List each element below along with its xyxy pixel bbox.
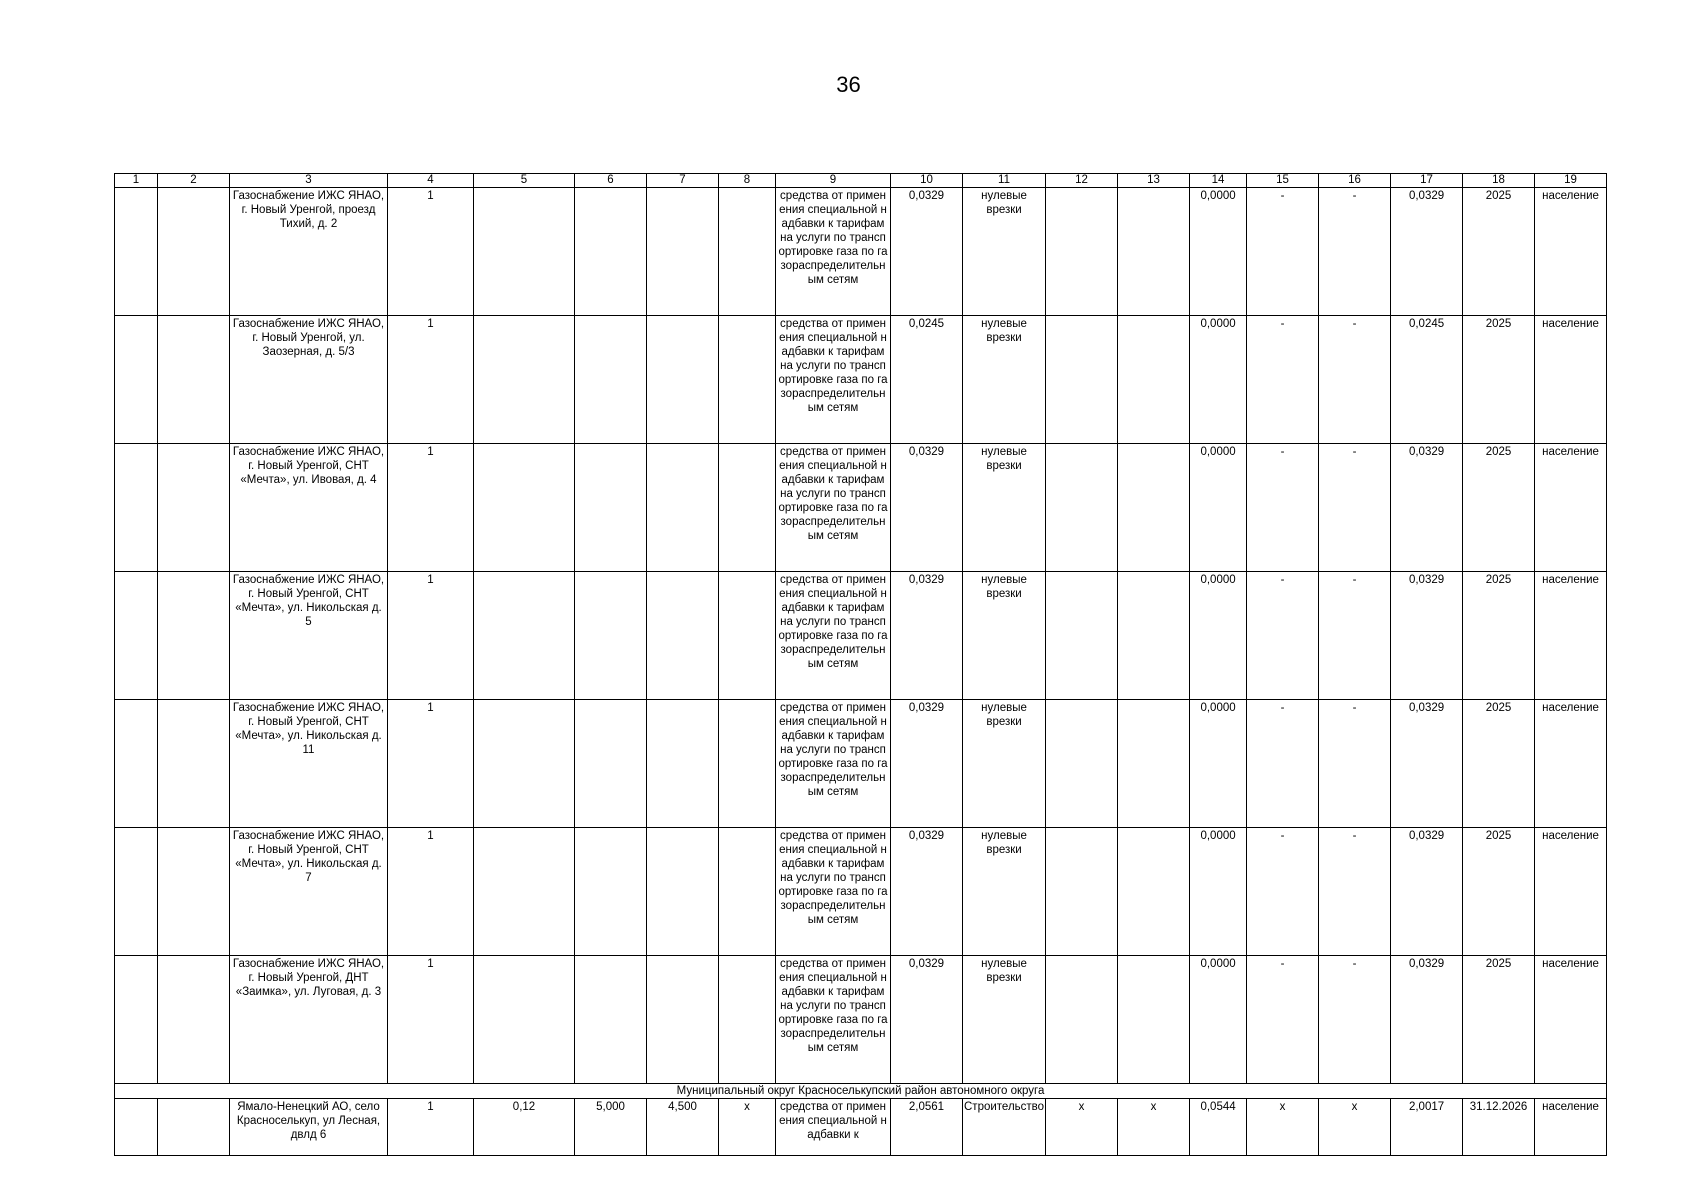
table-cell-c4: 1 xyxy=(388,444,474,572)
table-cell-c2 xyxy=(158,444,230,572)
table-cell-c14: 0,0000 xyxy=(1190,316,1247,444)
table-cell-c10: 0,0329 xyxy=(891,188,963,316)
table-cell-c15: - xyxy=(1247,700,1319,828)
table-cell-c13: х xyxy=(1118,1099,1190,1156)
header-cell: 1 xyxy=(115,174,158,188)
table-cell-c12: х xyxy=(1046,1099,1118,1156)
table-cell-c19: население xyxy=(1535,572,1607,700)
header-cell: 18 xyxy=(1463,174,1535,188)
table-cell-c17: 0,0329 xyxy=(1391,572,1463,700)
header-cell: 6 xyxy=(575,174,647,188)
table-cell-c15: - xyxy=(1247,316,1319,444)
table-cell-c10: 0,0329 xyxy=(891,572,963,700)
table-cell-c7 xyxy=(647,956,719,1084)
table-cell-c19: население xyxy=(1535,1099,1607,1156)
table-cell-c18: 2025 xyxy=(1463,444,1535,572)
table-cell-c1 xyxy=(115,956,158,1084)
table-cell-c17: 0,0245 xyxy=(1391,316,1463,444)
table-row xyxy=(115,700,1607,828)
table-cell-c2 xyxy=(158,1099,230,1156)
table-cell-c14: 0,0000 xyxy=(1190,572,1247,700)
table-cell-c3: Газоснабжение ИЖС ЯНАО, г. Новый Уренгой, ул. Заозерная, д. 5/3 xyxy=(230,316,388,444)
table-cell-c10: 0,0329 xyxy=(891,828,963,956)
header-cell: 11 xyxy=(963,174,1046,188)
table-cell-c5 xyxy=(474,316,575,444)
table-cell-c13 xyxy=(1118,572,1190,700)
table-cell-c8 xyxy=(719,444,776,572)
table-cell-c12 xyxy=(1046,956,1118,1084)
data-table xyxy=(114,173,1607,1156)
table-cell-c3: Ямало-Ненецкий АО, село Красноселькуп, ул Лесная, двлд 6 xyxy=(230,1099,388,1156)
table-cell-c8 xyxy=(719,956,776,1084)
table-cell-c14: 0,0000 xyxy=(1190,188,1247,316)
table-row xyxy=(115,572,1607,700)
table-cell-c8 xyxy=(719,188,776,316)
table-cell-c15: - xyxy=(1247,444,1319,572)
table-cell-c18: 2025 xyxy=(1463,828,1535,956)
table-cell-c16: - xyxy=(1319,188,1391,316)
table-cell-c11: нулевые врезки xyxy=(963,444,1046,572)
table-cell-c10: 0,0329 xyxy=(891,444,963,572)
table-cell-c5 xyxy=(474,828,575,956)
header-cell: 7 xyxy=(647,174,719,188)
table-cell-c2 xyxy=(158,572,230,700)
table-cell-c3: Газоснабжение ИЖС ЯНАО, г. Новый Уренгой, СНТ «Мечта», ул. Никольская д. 5 xyxy=(230,572,388,700)
table-cell-c13 xyxy=(1118,956,1190,1084)
table-row xyxy=(115,316,1607,444)
table-cell-c11: нулевые врезки xyxy=(963,188,1046,316)
table-cell-c11: нулевые врезки xyxy=(963,700,1046,828)
header-cell: 5 xyxy=(474,174,575,188)
table-cell-c13 xyxy=(1118,700,1190,828)
table-row xyxy=(115,828,1607,956)
table-cell-c16: - xyxy=(1319,572,1391,700)
table-cell-c15: - xyxy=(1247,956,1319,1084)
table-cell-c1 xyxy=(115,828,158,956)
table-cell-c15: х xyxy=(1247,1099,1319,1156)
table-cell-c7 xyxy=(647,572,719,700)
table-cell-c7 xyxy=(647,188,719,316)
header-cell: 3 xyxy=(230,174,388,188)
table-cell-c14: 0,0000 xyxy=(1190,700,1247,828)
table-cell-c9: средства от применения специальной надбавки к тарифам на услуги по транспортировке газа по газораспределительным сетям xyxy=(776,316,891,444)
table-cell-c9: средства от применения специальной надбавки к тарифам на услуги по транспортировке газа по газораспределительным сетям xyxy=(776,828,891,956)
table-cell-c3: Газоснабжение ИЖС ЯНАО, г. Новый Уренгой, ДНТ «Заимка», ул. Луговая, д. 3 xyxy=(230,956,388,1084)
table-cell-c16: - xyxy=(1319,316,1391,444)
table-cell-c10: 2,0561 xyxy=(891,1099,963,1156)
table-cell-c19: население xyxy=(1535,188,1607,316)
table-cell-c8 xyxy=(719,572,776,700)
header-cell: 10 xyxy=(891,174,963,188)
table-cell-c18: 2025 xyxy=(1463,188,1535,316)
header-cell: 13 xyxy=(1118,174,1190,188)
table-cell-c10: 0,0245 xyxy=(891,316,963,444)
table-cell-c12 xyxy=(1046,572,1118,700)
table-cell-c4: 1 xyxy=(388,572,474,700)
table-cell-c17: 0,0329 xyxy=(1391,188,1463,316)
table-cell-c3: Газоснабжение ИЖС ЯНАО, г. Новый Уренгой, проезд Тихий, д. 2 xyxy=(230,188,388,316)
table-cell-c7: 4,500 xyxy=(647,1099,719,1156)
table-cell-c5: 0,12 xyxy=(474,1099,575,1156)
table-cell-c2 xyxy=(158,188,230,316)
table-cell-c18: 2025 xyxy=(1463,700,1535,828)
table-cell-c12 xyxy=(1046,316,1118,444)
table-cell-c1 xyxy=(115,188,158,316)
table-cell-c11: нулевые врезки xyxy=(963,316,1046,444)
table-cell-c19: население xyxy=(1535,444,1607,572)
table-cell-c14: 0,0544 xyxy=(1190,1099,1247,1156)
header-cell: 9 xyxy=(776,174,891,188)
header-cell: 2 xyxy=(158,174,230,188)
table-cell-c17: 0,0329 xyxy=(1391,956,1463,1084)
table-row xyxy=(115,188,1607,316)
table-cell-c2 xyxy=(158,956,230,1084)
table-cell-c2 xyxy=(158,700,230,828)
table-cell-c14: 0,0000 xyxy=(1190,828,1247,956)
table-cell-c13 xyxy=(1118,444,1190,572)
header-cell: 12 xyxy=(1046,174,1118,188)
table-cell-c4: 1 xyxy=(388,700,474,828)
table-cell-c5 xyxy=(474,572,575,700)
table-cell-c5 xyxy=(474,956,575,1084)
table-cell-c3: Газоснабжение ИЖС ЯНАО, г. Новый Уренгой, СНТ «Мечта», ул. Никольская д. 7 xyxy=(230,828,388,956)
table-cell-c16: - xyxy=(1319,700,1391,828)
table-cell-c16: - xyxy=(1319,444,1391,572)
table-cell-c6 xyxy=(575,316,647,444)
table-cell-c19: население xyxy=(1535,828,1607,956)
header-cell: 19 xyxy=(1535,174,1607,188)
table-cell-c17: 2,0017 xyxy=(1391,1099,1463,1156)
table-cell-c10: 0,0329 xyxy=(891,956,963,1084)
header-cell: 4 xyxy=(388,174,474,188)
table-cell-c18: 2025 xyxy=(1463,572,1535,700)
table-cell-c9: средства от применения специальной надбавки к xyxy=(776,1099,891,1156)
table-cell-c17: 0,0329 xyxy=(1391,700,1463,828)
header-cell: 15 xyxy=(1247,174,1319,188)
table-cell-c6 xyxy=(575,188,647,316)
table-cell-c4: 1 xyxy=(388,1099,474,1156)
table-cell-c2 xyxy=(158,316,230,444)
table-cell-c1 xyxy=(115,316,158,444)
table-cell-c16: - xyxy=(1319,956,1391,1084)
table-cell-c5 xyxy=(474,700,575,828)
table-cell-c12 xyxy=(1046,700,1118,828)
table-cell-c7 xyxy=(647,316,719,444)
table-cell-c15: - xyxy=(1247,828,1319,956)
table-cell-c17: 0,0329 xyxy=(1391,444,1463,572)
table-cell-c10: 0,0329 xyxy=(891,700,963,828)
table-cell-c19: население xyxy=(1535,316,1607,444)
table-cell-c8 xyxy=(719,316,776,444)
table-cell-c1 xyxy=(115,572,158,700)
table-cell-c2 xyxy=(158,828,230,956)
page-number: 36 xyxy=(836,72,861,97)
table-cell-c16: х xyxy=(1319,1099,1391,1156)
table-cell-c9: средства от применения специальной надбавки к тарифам на услуги по транспортировке газа по газораспределительным сетям xyxy=(776,188,891,316)
table-cell-c8 xyxy=(719,828,776,956)
table-cell-c18: 2025 xyxy=(1463,316,1535,444)
table-row xyxy=(115,444,1607,572)
table-cell-c7 xyxy=(647,828,719,956)
table-cell-c11: нулевые врезки xyxy=(963,828,1046,956)
table-cell-c14: 0,0000 xyxy=(1190,444,1247,572)
table-cell-c6 xyxy=(575,956,647,1084)
table-cell-c5 xyxy=(474,444,575,572)
table-cell-c7 xyxy=(647,700,719,828)
header-cell: 14 xyxy=(1190,174,1247,188)
table-cell-c7 xyxy=(647,444,719,572)
table-cell-c11: Строительство xyxy=(963,1099,1046,1156)
table-cell-c13 xyxy=(1118,188,1190,316)
table-cell-c16: - xyxy=(1319,828,1391,956)
table-cell-c13 xyxy=(1118,828,1190,956)
header-cell: 17 xyxy=(1391,174,1463,188)
table-cell-c15: - xyxy=(1247,572,1319,700)
header-cell: 8 xyxy=(719,174,776,188)
table-cell-c3: Газоснабжение ИЖС ЯНАО, г. Новый Уренгой, СНТ «Мечта», ул. Ивовая, д. 4 xyxy=(230,444,388,572)
table-cell-c9: средства от применения специальной надбавки к тарифам на услуги по транспортировке газа по газораспределительным сетям xyxy=(776,572,891,700)
table-cell-c19: население xyxy=(1535,956,1607,1084)
table-cell-c18: 31.12.2026 xyxy=(1463,1099,1535,1156)
table-cell-c12 xyxy=(1046,188,1118,316)
table-cell-c3: Газоснабжение ИЖС ЯНАО, г. Новый Уренгой, СНТ «Мечта», ул. Никольская д. 11 xyxy=(230,700,388,828)
section-title: Муниципальный округ Красноселькупский район автономного округа xyxy=(115,1084,1607,1099)
table-cell-c5 xyxy=(474,188,575,316)
table-cell-c6 xyxy=(575,700,647,828)
table-cell-c4: 1 xyxy=(388,828,474,956)
header-cell: 16 xyxy=(1319,174,1391,188)
table-cell-c13 xyxy=(1118,316,1190,444)
table-cell-c18: 2025 xyxy=(1463,956,1535,1084)
table-row xyxy=(115,1099,1607,1156)
table-cell-c8 xyxy=(719,700,776,828)
table-cell-c9: средства от применения специальной надбавки к тарифам на услуги по транспортировке газа по газораспределительным сетям xyxy=(776,700,891,828)
table-cell-c1 xyxy=(115,444,158,572)
table-cell-c19: население xyxy=(1535,700,1607,828)
table-cell-c6 xyxy=(575,572,647,700)
table-cell-c4: 1 xyxy=(388,956,474,1084)
table-cell-c17: 0,0329 xyxy=(1391,828,1463,956)
table-cell-c1 xyxy=(115,1099,158,1156)
table-cell-c11: нулевые врезки xyxy=(963,572,1046,700)
table-cell-c4: 1 xyxy=(388,316,474,444)
table-cell-c9: средства от применения специальной надбавки к тарифам на услуги по транспортировке газа по газораспределительным сетям xyxy=(776,444,891,572)
table-cell-c6 xyxy=(575,828,647,956)
section-row xyxy=(115,1084,1607,1099)
table-cell-c14: 0,0000 xyxy=(1190,956,1247,1084)
table-cell-c4: 1 xyxy=(388,188,474,316)
table-cell-c15: - xyxy=(1247,188,1319,316)
table-cell-c9: средства от применения специальной надбавки к тарифам на услуги по транспортировке газа по газораспределительным сетям xyxy=(776,956,891,1084)
table-cell-c1 xyxy=(115,700,158,828)
table-cell-c6 xyxy=(575,444,647,572)
table-cell-c12 xyxy=(1046,828,1118,956)
table-cell-c12 xyxy=(1046,444,1118,572)
table-cell-c6: 5,000 xyxy=(575,1099,647,1156)
table-cell-c8: х xyxy=(719,1099,776,1156)
header-row xyxy=(115,174,1607,188)
table-row xyxy=(115,956,1607,1084)
table-cell-c11: нулевые врезки xyxy=(963,956,1046,1084)
